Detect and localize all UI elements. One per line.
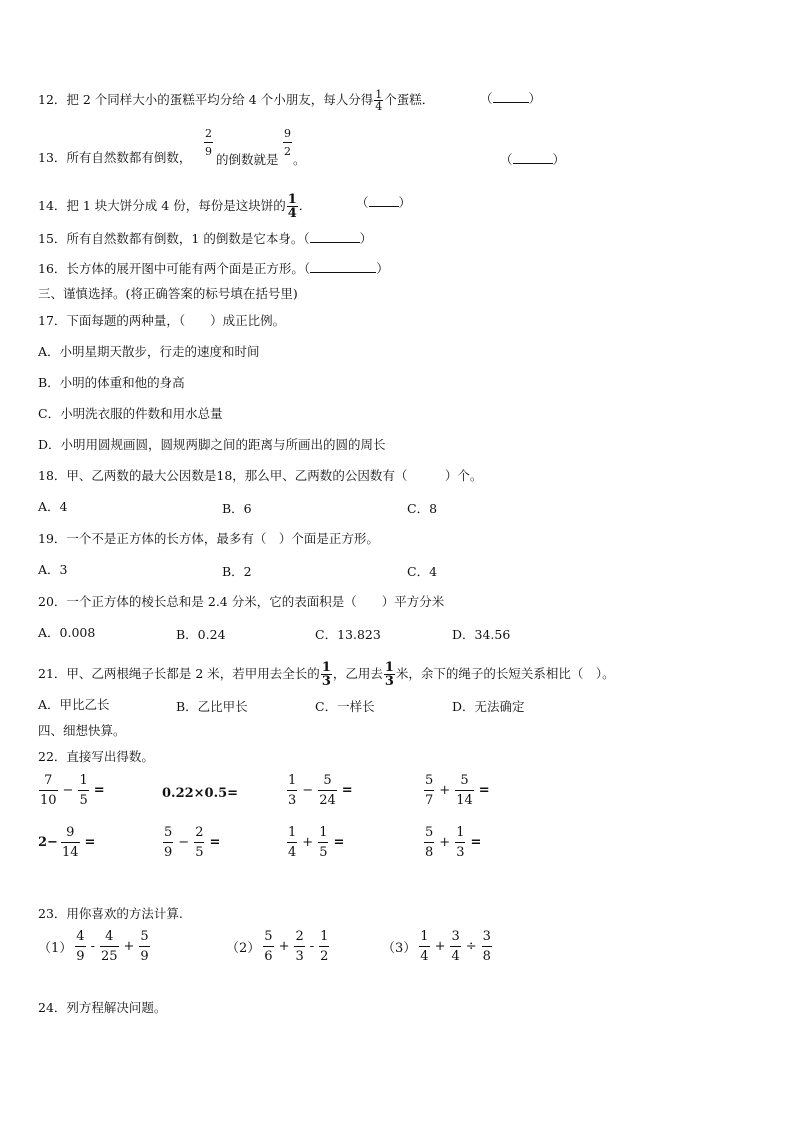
option-b[interactable]: B．0.24 xyxy=(176,627,226,642)
fraction xyxy=(78,774,88,807)
numerator: 1 xyxy=(320,929,329,944)
question-18: 18．甲、乙两数的最大公因数是18，那么甲、乙两数的公因数有（ ）个。 xyxy=(38,468,483,483)
numerator: 7 xyxy=(44,773,53,788)
equals-sign: = xyxy=(478,783,490,798)
denominator: 24 xyxy=(318,790,337,807)
fraction: $\frac{2}{9}$ xyxy=(205,127,212,158)
numerator: 1 xyxy=(420,929,429,944)
denominator: 8 xyxy=(482,946,492,963)
option-b[interactable]: B．乙比甲长 xyxy=(176,699,248,714)
fraction xyxy=(75,930,85,963)
section-heading: 三、谨慎选择。(将正确答案的标号填在括号里) xyxy=(38,286,298,301)
denominator: 4 xyxy=(287,842,297,859)
fraction: $\frac{9}{2}$ xyxy=(284,127,291,158)
numerator: 5 xyxy=(164,825,173,840)
numerator: 5 xyxy=(425,773,434,788)
operator: − xyxy=(302,783,314,798)
numerator: 5 xyxy=(460,773,469,788)
numerator: 5 xyxy=(264,929,273,944)
option-a[interactable]: A．小明星期天散步，行走的速度和时间 xyxy=(38,344,260,359)
denominator: 2 xyxy=(319,946,329,963)
fraction xyxy=(318,774,337,807)
denominator: 3 xyxy=(455,842,465,859)
fraction: $\frac{1}{4}$ xyxy=(375,88,383,113)
operator: + xyxy=(278,939,290,954)
numerator: 1 xyxy=(288,825,297,840)
denominator: 9 xyxy=(139,946,149,963)
option-a[interactable]: A．4 xyxy=(38,499,68,514)
question-20: 20．一个正方体的棱长总和是 2.4 分米，它的表面积是（ ）平方分米 xyxy=(38,594,445,609)
calc-problem xyxy=(382,930,493,963)
operator: − xyxy=(62,783,74,798)
operator: + xyxy=(302,835,314,850)
numerator: 9 xyxy=(66,825,75,840)
numerator: 4 xyxy=(105,929,114,944)
option-d[interactable]: D．34.56 xyxy=(452,627,511,642)
numerator: 1 xyxy=(79,773,88,788)
operator: + xyxy=(434,939,446,954)
fraction xyxy=(294,930,304,963)
denominator: 9 xyxy=(75,946,85,963)
option-b[interactable]: B．2 xyxy=(222,564,252,579)
fraction xyxy=(163,826,173,859)
numerator: 3 xyxy=(482,929,491,944)
fraction xyxy=(419,930,429,963)
option-b[interactable]: B．6 xyxy=(222,501,252,516)
fraction xyxy=(287,826,297,859)
equals-sign: = xyxy=(209,835,221,850)
question-19: 19．一个不是正方体的长方体，最多有（ ）个面是正方形。 xyxy=(38,531,379,546)
fraction xyxy=(482,930,492,963)
answer-blank[interactable]: （ ） xyxy=(303,231,373,246)
fraction xyxy=(61,826,80,859)
denominator: 5 xyxy=(318,842,328,859)
expression xyxy=(423,826,483,859)
option-d[interactable]: D．小明用圆规画圆，圆规两脚之间的距离与所画出的圆的周长 xyxy=(38,437,386,452)
question-21: 21．甲、乙两根绳子长都是 2 米，若甲用去全长的 $\frac{1}{3}$ ，乙用去 $\frac{1}{3}$ 米，余下的绳子的长短关系相比（ ）。 xyxy=(38,660,615,689)
expression xyxy=(423,774,492,807)
operator: ÷ xyxy=(465,939,477,954)
answer-blank[interactable]: （ ） xyxy=(303,261,389,276)
fraction: $\frac{1}{3}$ xyxy=(321,660,331,689)
denominator: 7 xyxy=(424,790,434,807)
option-c[interactable]: C．13.823 xyxy=(315,627,381,642)
expression xyxy=(286,774,355,807)
equals-sign: = xyxy=(341,783,353,798)
option-c[interactable]: C．一样长 xyxy=(315,699,375,714)
leading-term: 2− xyxy=(38,835,58,850)
numerator: 1 xyxy=(288,773,297,788)
equals-sign: = xyxy=(93,783,105,798)
question-22: 22．直接写出得数。 xyxy=(38,749,154,764)
answer-blank[interactable]: （ ） xyxy=(356,195,412,210)
fraction xyxy=(424,774,434,807)
fraction xyxy=(100,930,119,963)
fraction xyxy=(424,826,434,859)
answer-blank[interactable]: （ ） xyxy=(480,91,542,106)
numerator: 2 xyxy=(295,929,304,944)
problem-label: （2） xyxy=(226,941,261,956)
fraction xyxy=(450,930,460,963)
fraction xyxy=(455,774,474,807)
option-a[interactable]: A．0.008 xyxy=(38,625,96,640)
fraction: $\frac{1}{3}$ xyxy=(384,660,394,689)
denominator: 5 xyxy=(194,842,204,859)
denominator: 4 xyxy=(419,946,429,963)
expression xyxy=(286,826,346,859)
denominator: 3 xyxy=(294,946,304,963)
question-15: 15．所有自然数都有倒数，1 的倒数是它本身。（ ） xyxy=(38,231,373,246)
denominator: 5 xyxy=(78,790,88,807)
option-a[interactable]: A．甲比乙长 xyxy=(38,697,110,712)
denominator: 6 xyxy=(263,946,273,963)
fraction xyxy=(194,826,204,859)
option-c[interactable]: C．8 xyxy=(407,501,438,516)
option-c[interactable]: C．小明洗衣服的件数和用水总量 xyxy=(38,406,223,421)
question-17: 17．下面每题的两种量，（ ）成正比例。 xyxy=(38,313,286,328)
question-12: 12．把 2 个同样大小的蛋糕平均分给 4 个小朋友，每人分得 $\frac{1}{4}$ 个蛋糕． xyxy=(38,88,435,113)
expression-text: 0.22×0.5= xyxy=(162,786,239,801)
denominator: 9 xyxy=(163,842,173,859)
option-b[interactable]: B．小明的体重和他的身高 xyxy=(38,375,185,390)
denominator: 3 xyxy=(287,790,297,807)
fraction xyxy=(139,930,149,963)
fraction xyxy=(318,826,328,859)
expression xyxy=(38,774,107,807)
question-13: 13．所有自然数都有倒数， xyxy=(38,150,192,165)
denominator: 10 xyxy=(39,790,58,807)
denominator: 14 xyxy=(61,842,80,859)
equals-sign: = xyxy=(333,835,345,850)
numerator: 3 xyxy=(451,929,460,944)
section-heading: 四、细想快算。 xyxy=(38,723,126,738)
question-14: 14．把 1 块大饼分成 4 份，每份是这块饼的 $\frac{1}{4}$ ． xyxy=(38,192,312,221)
question-16: 16．长方体的展开图中可能有两个面是正方形。（ ） xyxy=(38,261,389,276)
fraction xyxy=(39,774,58,807)
operator: + xyxy=(123,939,135,954)
numerator: 5 xyxy=(140,929,149,944)
option-a[interactable]: A．3 xyxy=(38,562,68,577)
option-c[interactable]: C．4 xyxy=(407,564,438,579)
problem-label: （1） xyxy=(38,941,73,956)
calc-problem xyxy=(38,930,151,963)
answer-blank[interactable]: （ ） xyxy=(500,152,566,167)
numerator: 1 xyxy=(456,825,465,840)
denominator: 4 xyxy=(450,946,460,963)
problem-label: （3） xyxy=(382,941,417,956)
numerator: 1 xyxy=(319,825,328,840)
denominator: 14 xyxy=(455,790,474,807)
fraction: $\frac{1}{4}$ xyxy=(287,192,297,221)
numerator: 4 xyxy=(76,929,85,944)
option-d[interactable]: D．无法确定 xyxy=(452,699,525,714)
fraction xyxy=(287,774,297,807)
equals-sign: = xyxy=(84,835,96,850)
fraction xyxy=(319,930,329,963)
numerator: 2 xyxy=(195,825,204,840)
operator: − xyxy=(178,835,190,850)
operator: + xyxy=(439,783,451,798)
question-23: 23．用你喜欢的方法计算. xyxy=(38,906,183,921)
numerator: 5 xyxy=(425,825,434,840)
denominator: 25 xyxy=(100,946,119,963)
numerator: 5 xyxy=(323,773,332,788)
question-24: 24．列方程解决问题。 xyxy=(38,1000,167,1015)
operator: - xyxy=(90,939,95,954)
denominator: 8 xyxy=(424,842,434,859)
equals-sign: = xyxy=(470,835,482,850)
operator: + xyxy=(439,835,451,850)
expression xyxy=(162,786,238,801)
operator: - xyxy=(309,939,315,954)
fraction xyxy=(263,930,273,963)
expression xyxy=(162,826,222,859)
fraction xyxy=(455,826,465,859)
expression xyxy=(38,826,97,859)
calc-problem xyxy=(226,930,330,963)
